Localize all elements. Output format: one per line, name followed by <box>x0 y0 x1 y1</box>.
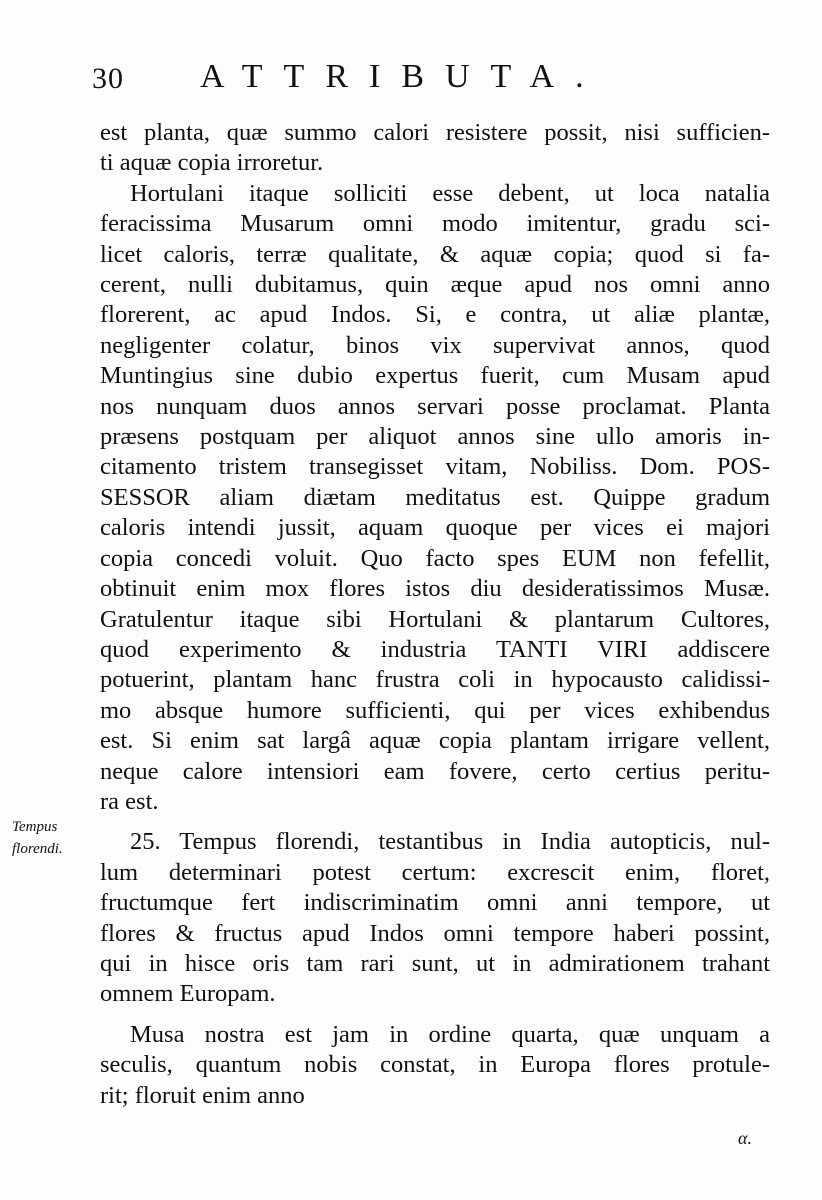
signature-mark: α. <box>738 1128 752 1148</box>
text-line: feracissima Musarum omni modo imitentur, gradu sci- <box>100 210 770 238</box>
text-line: 25. Tempus florendi, testantibus in India autopticis, nul- <box>130 828 770 856</box>
text-line: qui in hisce oris tam rari sunt, ut in admirationem trahant <box>100 949 770 977</box>
text-line: Musa nostra est jam in ordine quarta, quæ unquam a <box>130 1020 770 1048</box>
page-number: 30 <box>92 62 124 95</box>
text-line: lum determinari potest certum: excrescit enim, floret, <box>100 858 770 886</box>
text-line: omnem Europam. <box>100 980 276 1008</box>
margin-note-line: Tempus <box>12 819 58 835</box>
text-line: Muntingius sine dubio expertus fuerit, cum Musam apud <box>100 362 770 390</box>
text-line: ti aquæ copia irroretur. <box>100 149 324 177</box>
running-head: ATTRIBUTA. <box>200 58 605 95</box>
text-line: est. Si enim sat largâ aquæ copia plantam irrigare vellent, <box>100 727 770 755</box>
paragraph-gap <box>100 1010 770 1020</box>
text-line: potuerint, plantam hanc frustra coli in hypocausto calidissi- <box>100 666 770 694</box>
text-line: fructumque fert indiscriminatim omni anni tempore, ut <box>100 889 770 917</box>
page-header <box>92 58 672 102</box>
text-line: nos nunquam duos annos servari posse proclamat. Planta <box>100 392 770 420</box>
text-line: seculis, quantum nobis constat, in Europa flores protule- <box>100 1051 770 1079</box>
text-line: flores & fructus apud Indos omni tempore haberi possint, <box>100 919 770 947</box>
margin-note-line: florendi. <box>12 841 63 857</box>
text-line: quod experimento & industria TANTI VIRI addiscere <box>100 635 770 663</box>
body-text <box>100 118 770 1111</box>
text-line: negligenter colatur, binos vix supervivat annos, quod <box>100 331 770 359</box>
text-line: neque calore intensiori eam fovere, certo certius peritu- <box>100 757 770 785</box>
text-line: florerent, ac apud Indos. Si, e contra, ut aliæ plantæ, <box>100 301 770 329</box>
text-line: licet caloris, terræ qualitate, & aquæ copia; quod si fa- <box>100 240 770 268</box>
text-line: SESSOR aliam diætam meditatus est. Quippe gradum <box>100 483 770 511</box>
text-line: Hortulani itaque solliciti esse debent, ut loca natalia <box>130 179 770 207</box>
text-line: mo absque humore sufficienti, qui per vices exhibendus <box>100 696 770 724</box>
paragraph-gap <box>100 817 770 827</box>
text-line: rit; floruit enim anno <box>100 1081 305 1109</box>
text-line: præsens postquam per aliquot annos sine ullo amoris in- <box>100 423 770 451</box>
text-line: cerent, nulli dubitamus, quin æque apud nos omni anno <box>100 271 770 299</box>
text-line: ra est. <box>100 787 159 815</box>
text-line: Gratulentur itaque sibi Hortulani & plantarum Cultores, <box>100 605 770 633</box>
text-line: caloris intendi jussit, aquam quoque per vices ei majori <box>100 514 770 542</box>
text-line: copia concedi voluit. Quo facto spes EUM non fefellit, <box>100 544 770 572</box>
text-line: obtinuit enim mox flores istos diu desideratissimos Musæ. <box>100 575 770 603</box>
margin-note <box>12 816 94 860</box>
text-line: citamento tristem transegisset vitam, Nobiliss. Dom. POS- <box>100 453 770 481</box>
text-line: est planta, quæ summo calori resistere possit, nisi sufficien- <box>100 119 770 146</box>
